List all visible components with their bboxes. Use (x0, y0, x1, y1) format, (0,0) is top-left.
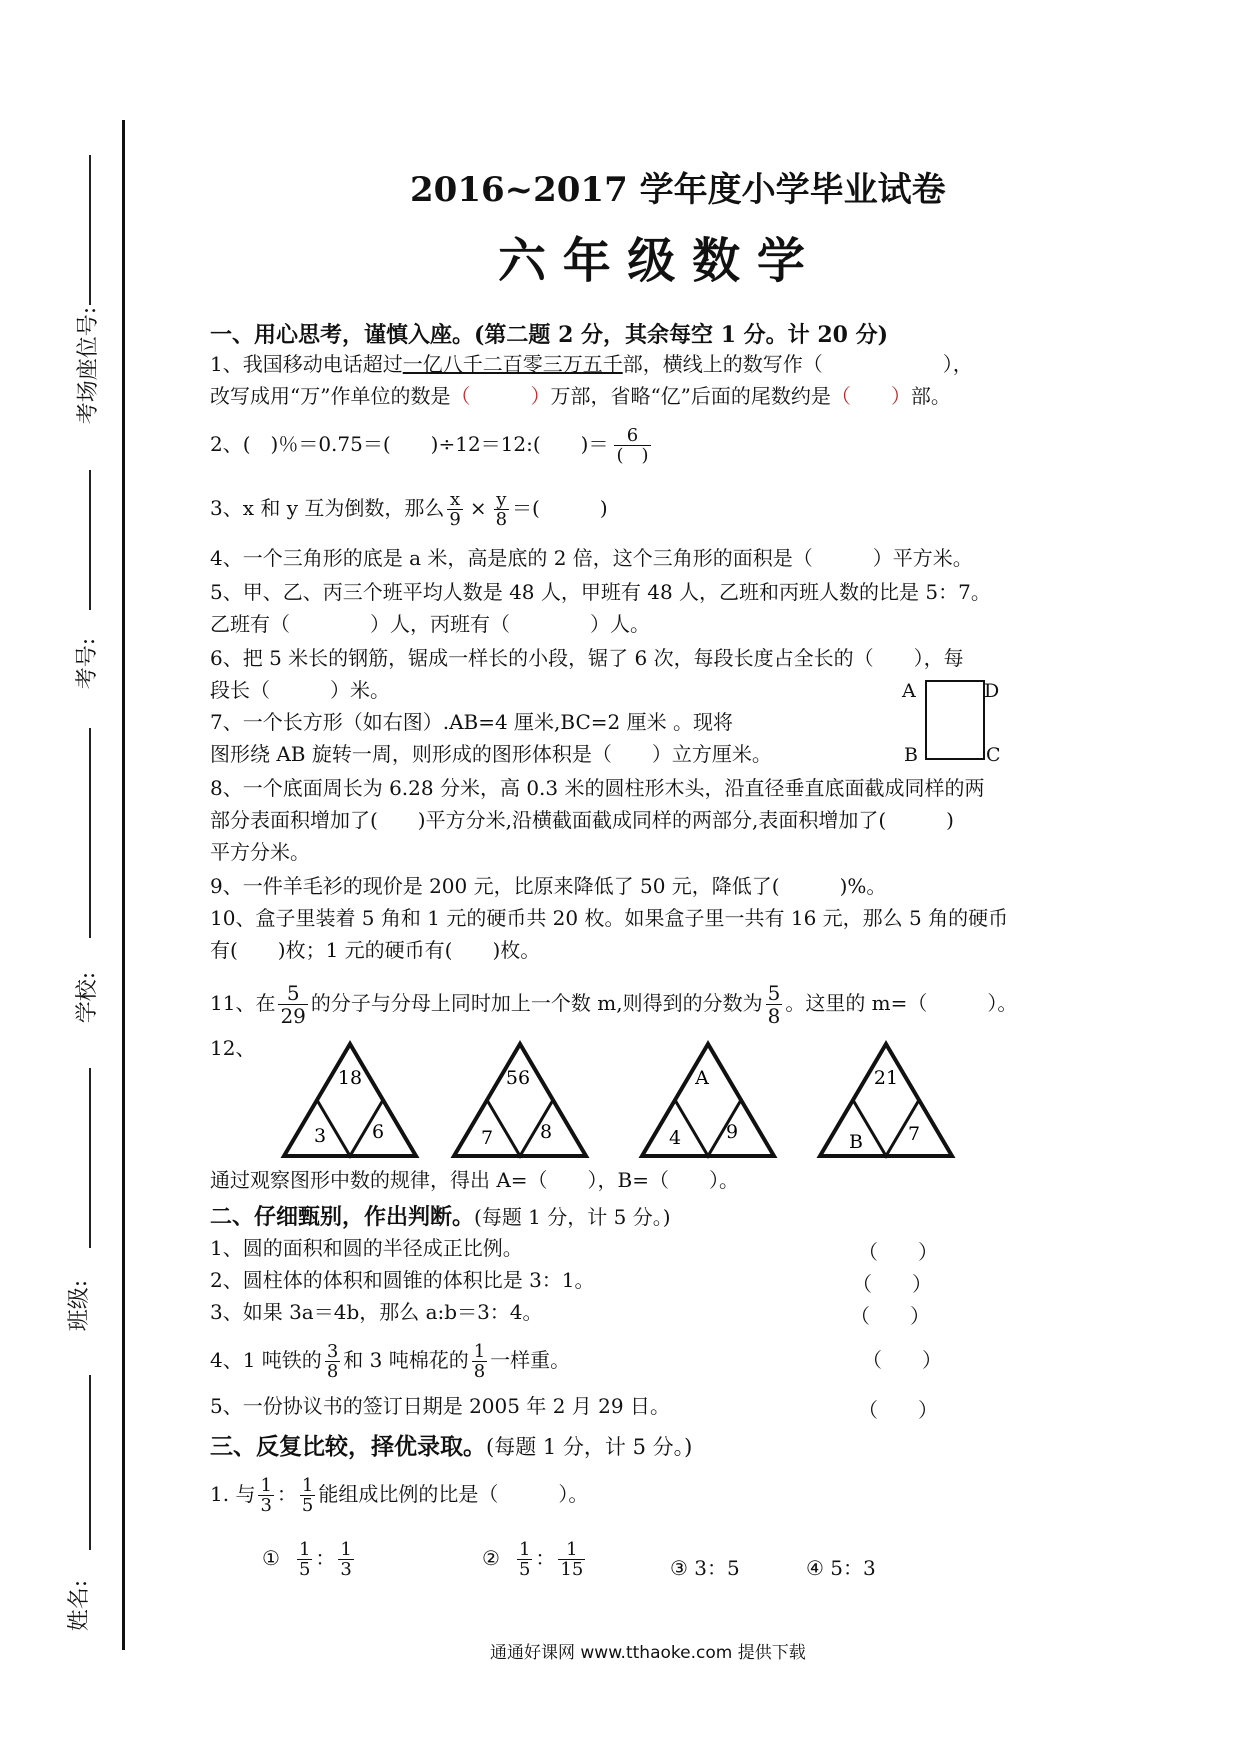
choice-option-3[interactable]: ③ 3：5 (670, 1556, 740, 1580)
exam-number-line (89, 470, 91, 610)
rect-label-b: B (904, 744, 918, 766)
footer-credit: 通通好课网 www.tthaoke.com 提供下载 (490, 1643, 806, 1663)
school-line (89, 728, 91, 938)
q7-line2: 图形绕 AB 旋转一周，则形成的图形体积是（ ）立方厘米。 (210, 742, 772, 766)
judge-item-1-text: 1、圆的面积和圆的半径成正比例。 (210, 1236, 523, 1260)
q2-text: 2、( )％＝0.75＝( )÷12＝12:( )＝ (210, 432, 609, 456)
q11-f1-den: 29 (280, 1004, 306, 1028)
q5-line1: 5、甲、乙、丙三个班平均人数是 48 人，甲班有 48 人，乙班和丙班人数的比是 5：7。 (210, 580, 991, 604)
opt2-f1-num: 1 (518, 1539, 531, 1560)
class-label: 班级: (67, 1279, 93, 1332)
exam-number-label: 考号: (75, 637, 101, 690)
choice-q1-colon: ： (276, 1482, 297, 1506)
choice-q1-text-pre: 1. 与 (210, 1482, 256, 1506)
q10-line1: 10、盒子里装着 5 角和 1 元的硬币共 20 枚。如果盒子里一共有 16 元，那么 5 角的硬币 (210, 906, 1009, 930)
judge-item-4-fraction-1 (325, 1342, 340, 1381)
q8-line2: 部分表面积增加了( )平方分米,沿横截面截成同样的两部分,表面积增加了( ) (210, 808, 954, 832)
choice-q1-fraction-2 (300, 1476, 315, 1515)
q8-line3: 平方分米。 (210, 840, 310, 864)
section2-heading-rest: (每题 1 分，计 5 分。) (474, 1205, 671, 1229)
q5-line2: 乙班有（ ）人，丙班有（ ）人。 (210, 612, 650, 636)
judge-item-5 (210, 1394, 670, 1418)
q11-fraction-1 (278, 982, 307, 1027)
q3-f2-den: 8 (495, 509, 508, 530)
triangle-2 (450, 1040, 590, 1160)
triangle-4 (816, 1040, 956, 1160)
option-2-marker: ② (482, 1546, 500, 1570)
judge4-f1-num: 3 (326, 1341, 339, 1362)
q3-text-post: ＝( ) (512, 496, 608, 520)
q11-f1-num: 5 (278, 982, 307, 1005)
q3-times: × (469, 496, 487, 520)
choice-option-1[interactable] (262, 1540, 357, 1579)
triangle-3-right: 9 (725, 1121, 739, 1143)
class-line (89, 1068, 91, 1248)
judge-item-3-text: 3、如果 3a＝4b，那么 a:b＝3：4。 (210, 1300, 543, 1324)
choice-q1 (210, 1476, 588, 1515)
choice-q1-f2-num: 1 (301, 1475, 314, 1496)
triangle-1-right: 6 (371, 1121, 385, 1143)
exam-title: 2016~2017 学年度小学毕业试卷 (410, 170, 946, 210)
judge-item-1-blank[interactable]: （ ） (858, 1240, 938, 1264)
section3-heading-bold: 三、反复比较，择优录取。 (210, 1433, 486, 1460)
q11-f2-num: 5 (767, 981, 781, 1005)
q1-underlined-number: 一亿八千二百零三万五千 (402, 352, 623, 376)
q1-blank-1[interactable]: （ ） (450, 384, 551, 408)
judge4-f2-num: 1 (473, 1341, 486, 1362)
judge-item-2-blank[interactable]: （ ） (852, 1272, 932, 1296)
judge-item-4-text-post: 一样重。 (490, 1348, 571, 1372)
section3-heading (210, 1428, 692, 1461)
q1-line2 (210, 384, 951, 408)
triangle-3-top: A (695, 1067, 709, 1089)
binding-rule (122, 120, 125, 1650)
q8-line1: 8、一个底面周长为 6.28 分米，高 0.3 米的圆柱形木头，沿直径垂直底面截成同样的两 (210, 776, 985, 800)
opt2-f1-den: 5 (518, 1559, 531, 1580)
judge-item-4 (210, 1342, 570, 1381)
q11-fraction-2 (766, 982, 783, 1027)
option-1-colon: ： (315, 1546, 336, 1570)
option-1-marker: ① (262, 1546, 280, 1570)
section2-heading-bold: 二、仔细甄别，作出判断。 (210, 1204, 475, 1230)
q11-text-mid: 的分子与分母上同时加上一个数 m,则得到的分数为 (310, 991, 763, 1015)
option-2-fraction-1 (517, 1540, 532, 1579)
choice-q1-f1-num: 1 (260, 1475, 272, 1496)
judge-item-5-text: 5、一份协议书的签订日期是 2005 年 2 月 29 日。 (210, 1394, 670, 1418)
opt1-f1-den: 5 (298, 1559, 311, 1580)
choice-q1-fraction-1 (258, 1476, 273, 1515)
judge-item-3 (210, 1300, 543, 1324)
triangle-4-left: B (849, 1131, 863, 1153)
q3-fraction-y (494, 490, 509, 529)
triangle-2-top: 56 (505, 1067, 531, 1089)
option-1-fraction-2 (338, 1540, 353, 1579)
q2-fraction (614, 426, 650, 465)
rect-label-d: D (984, 680, 1000, 702)
q4-line: 4、一个三角形的底是 a 米，高是底的 2 倍，这个三角形的面积是（ ）平方米。 (210, 546, 973, 570)
option-2-fraction-2 (558, 1540, 585, 1579)
q9-line: 9、一件羊毛衫的现价是 200 元，比原来降低了 50 元，降低了( )%。 (210, 874, 887, 898)
q11-text-post: 。这里的 m=（ ）。 (785, 991, 1018, 1015)
choice-q1-f2-den: 5 (301, 1495, 314, 1516)
rect-label-a: A (902, 680, 916, 702)
q3-f1-num: x (447, 490, 462, 510)
triangle-2-left: 7 (480, 1127, 494, 1149)
choice-q1-f1-den: 3 (260, 1495, 272, 1516)
q1-text-b: 万部，省略“亿”后面的尾数约是 (550, 384, 831, 408)
choice-q1-text-post: 能组成比例的比是（ ）。 (318, 1482, 589, 1506)
q3-line (210, 490, 608, 529)
triangle-3-left: 4 (668, 1127, 682, 1149)
q2-line (210, 426, 654, 465)
q1-text-pre: 1、我国移动电话超过 (210, 352, 403, 376)
q12-answer-line: 通过观察图形中数的规律，得出 A=（ ），B=（ ）。 (210, 1168, 740, 1192)
opt2-f2-den: 15 (560, 1559, 584, 1580)
seat-number-label: 考场座位号: (76, 306, 102, 425)
judge4-f1-den: 8 (326, 1361, 339, 1382)
judge-item-4-blank[interactable]: （ ） (862, 1348, 942, 1372)
choice-option-2[interactable] (482, 1540, 588, 1579)
triangle-1-top: 18 (337, 1067, 363, 1089)
name-line (89, 1375, 91, 1550)
q11-line (210, 982, 1017, 1027)
judge-item-5-blank[interactable]: （ ） (858, 1398, 938, 1422)
triangle-1-left: 3 (313, 1125, 327, 1147)
q6-line2: 段长（ ）米。 (210, 678, 390, 702)
section2-heading (210, 1200, 671, 1231)
judge-item-2 (210, 1268, 595, 1292)
choice-option-4[interactable]: ④ 5：3 (806, 1556, 876, 1580)
triangle-3 (638, 1040, 778, 1160)
q1-text-c: 部。 (910, 384, 951, 408)
q2-numerator: 6 (614, 426, 650, 446)
q12-label: 12、 (210, 1036, 256, 1060)
triangle-1 (280, 1040, 420, 1160)
judge-item-2-text: 2、圆柱体的体积和圆锥的体积比是 3：1。 (210, 1268, 595, 1292)
section1-heading: 一、用心思考，谨慎入座。(第二题 2 分，其余每空 1 分。计 20 分) (210, 322, 889, 348)
opt2-f2-num: 1 (558, 1540, 585, 1560)
opt1-f1-num: 1 (298, 1539, 311, 1560)
judge-item-4-fraction-2 (472, 1342, 487, 1381)
seat-number-line (89, 155, 91, 305)
rect-label-c: C (986, 744, 1001, 766)
q3-fraction-x (447, 490, 462, 529)
option-1-fraction-1 (297, 1540, 312, 1579)
section3-heading-rest: (每题 1 分，计 5 分。) (486, 1435, 693, 1459)
opt1-f2-den: 3 (340, 1559, 352, 1580)
school-label: 学校: (75, 971, 101, 1024)
exam-subject: 六 年 级 数 学 (498, 233, 805, 289)
judge-item-1 (210, 1236, 523, 1260)
judge-item-4-text-mid: 和 3 吨棉花的 (343, 1348, 469, 1372)
q7-line1: 7、一个长方形（如右图）.AB=4 厘米,BC=2 厘米 。现将 (210, 710, 733, 734)
q11-f2-den: 8 (767, 1004, 781, 1028)
q11-text-pre: 11、在 (210, 991, 276, 1015)
judge4-f2-den: 8 (473, 1361, 486, 1382)
opt1-f2-num: 1 (340, 1539, 352, 1560)
q1-text-post: 部，横线上的数写作（ ）， (622, 352, 973, 376)
triangle-4-top: 21 (873, 1067, 899, 1089)
q2-denominator[interactable]: ( ) (616, 445, 649, 466)
q1-text-a: 改写成用“万”作单位的数是 (210, 384, 451, 408)
q3-text-pre: 3、x 和 y 互为倒数，那么 (210, 496, 445, 520)
q3-f1-den: 9 (449, 509, 461, 530)
judge-item-3-blank[interactable]: （ ） (850, 1304, 930, 1328)
q1-line1 (210, 352, 973, 376)
option-2-colon: ： (535, 1546, 556, 1570)
q10-line2: 有( )枚；1 元的硬币有( )枚。 (210, 938, 541, 962)
q3-f2-num: y (494, 490, 509, 510)
rectangle-shape (925, 680, 985, 760)
q1-blank-2[interactable]: （ ） (830, 384, 911, 408)
triangle-2-right: 8 (539, 1121, 553, 1143)
triangle-4-right: 7 (907, 1123, 921, 1145)
q6-line1: 6、把 5 米长的钢筋，锯成一样长的小段，锯了 6 次，每段长度占全长的（ ），每 (210, 646, 964, 670)
name-label: 姓名: (67, 1579, 93, 1632)
judge-item-4-text-pre: 4、1 吨铁的 (210, 1348, 322, 1372)
